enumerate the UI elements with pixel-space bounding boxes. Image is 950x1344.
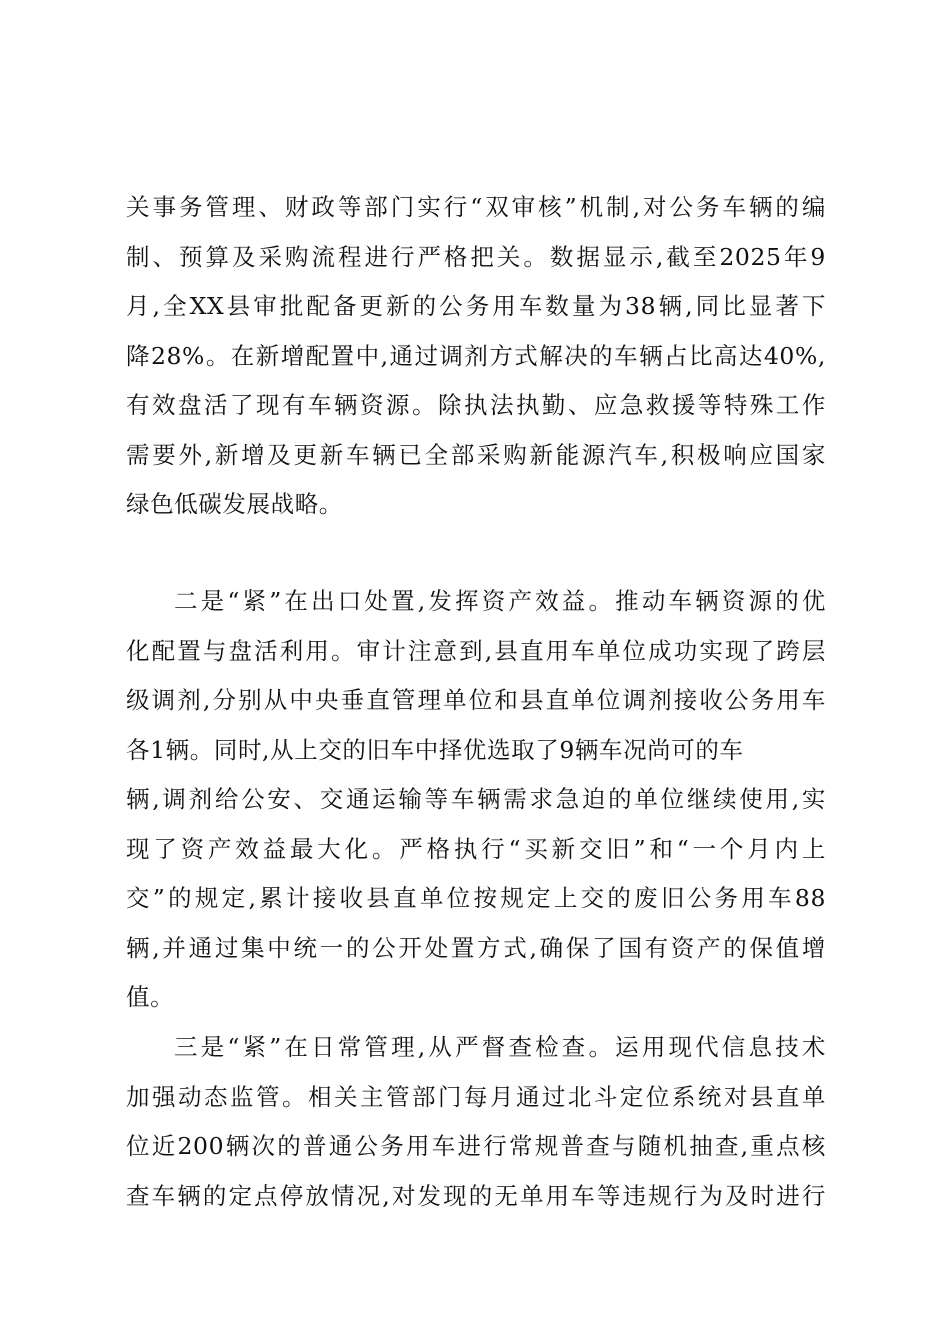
text-line: 现了资产效益最大化。严格执行“买新交旧”和“一个月内上 xyxy=(126,834,826,863)
paragraph-exit-disposal xyxy=(126,577,826,1023)
text-line: 有效盘活了现有车辆资源。除执法执勤、应急救援等特殊工作 xyxy=(126,391,826,419)
text-line: 辆,并通过集中统一的公开处置方式,确保了国有资产的保值增 xyxy=(126,933,826,962)
text-line: 三是“紧”在日常管理,从严督查检查。运用现代信息技术 xyxy=(174,1033,826,1061)
text-line: 月,全XX县审批配备更新的公务用车数量为38辆,同比显著下 xyxy=(126,292,826,320)
text-line: 需要外,新增及更新车辆已全部采购新能源汽车,积极响应国家 xyxy=(126,440,826,469)
text-line: 化配置与盘活利用。审计注意到,县直用车单位成功实现了跨层 xyxy=(126,636,826,665)
text-line: 绿色低碳发展战略。 xyxy=(126,490,343,518)
text-line: 查车辆的定点停放情况,对发现的无单用车等违规行为及时进行 xyxy=(126,1181,826,1210)
text-line: 二是“紧”在出口处置,发挥资产效益。推动车辆资源的优 xyxy=(174,587,826,615)
text-line: 级调剂,分别从中央垂直管理单位和县直单位调剂接收公务用车 xyxy=(126,686,826,714)
text-line: 加强动态监管。相关主管部门每月通过北斗定位系统对县直单 xyxy=(126,1082,826,1111)
text-line: 交”的规定,累计接收县直单位按规定上交的废旧公务用车88 xyxy=(126,884,826,912)
paragraph-daily-management xyxy=(126,1023,826,1221)
text-line: 辆,调剂给公安、交通运输等车辆需求急迫的单位继续使用,实 xyxy=(126,785,826,813)
text-line: 关事务管理、财政等部门实行“双审核”机制,对公务车辆的编 xyxy=(126,193,826,221)
paragraph-vehicle-approval xyxy=(126,183,826,530)
text-line: 降28%。在新增配置中,通过调剂方式解决的车辆占比高达40%, xyxy=(126,341,826,370)
text-line: 各1辆。同时,从上交的旧车中择优选取了9辆车况尚可的车 xyxy=(126,735,744,764)
text-line: 制、预算及采购流程进行严格把关。数据显示,截至2025年9 xyxy=(126,242,826,271)
text-line: 位近200辆次的普通公务用车进行常规普查与随机抽查,重点核 xyxy=(126,1132,826,1160)
text-line: 值。 xyxy=(126,983,175,1011)
